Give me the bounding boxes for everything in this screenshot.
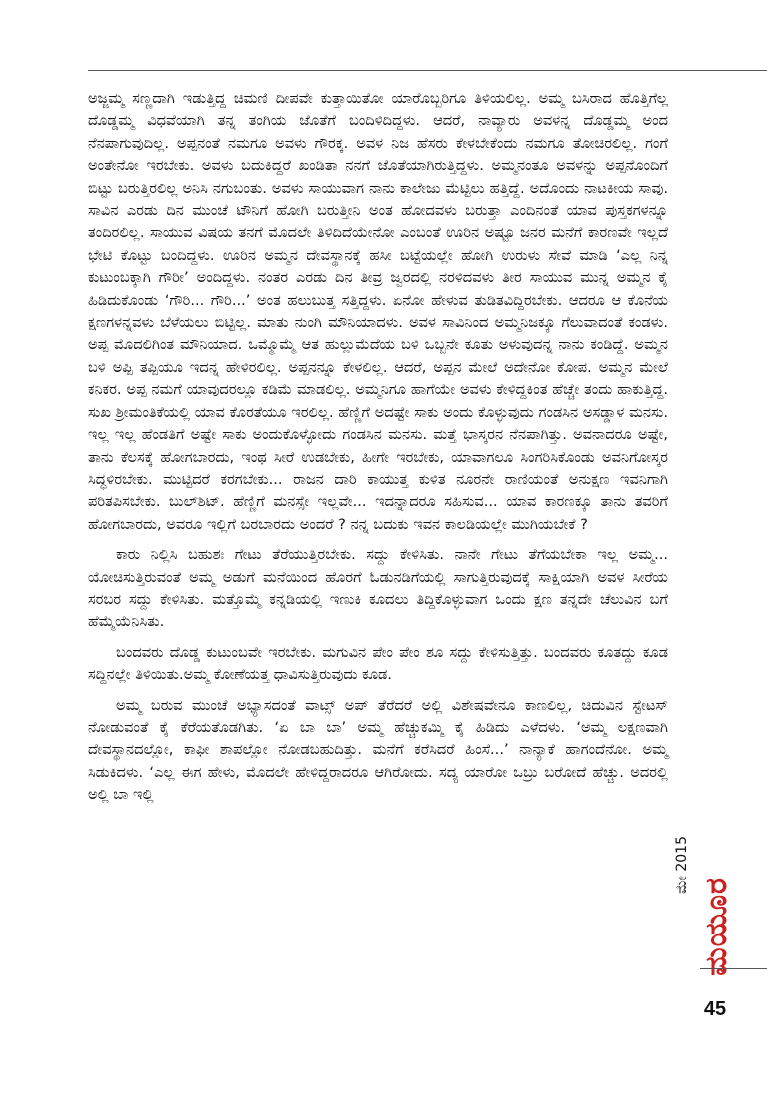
- issue-date-text: ಮೇ 2015: [674, 836, 690, 894]
- header-rule: [88, 70, 767, 71]
- article-paragraph-2: ಕಾರು ನಿಲ್ಲಿಸಿ ಬಹುಶಃ ಗೇಟು ತೆರೆಯುತ್ತಿರಬೇಕು. ಸದ್ದು ಕೇಳಿಸಿತು. ನಾನೇ ಗೇಟು ತೆಗೆಯಬೇಕಾ ಇಲ್ಲ ಅಮ್ಮ... ಯೋಚಿಸುತ್ತಿರುವಂತೆ ಅಮ್ಮ ಅಡುಗೆ ಮನೆಯಿಂದ ಹೊರಗೆ ಓಡುನಡಿಗೆಯಲ್ಲಿ ಸಾಗುತ್ತಿರುವುದಕ್ಕೆ ಸಾಕ್ಷಿಯಾಗಿ ಅವಳ ಸೀರೆಯ ಸರಬರ ಸದ್ದು ಕೇಳಿಸಿತು. ಮತ್ತೊಮ್ಮೆ ಕನ್ನಡಿಯಲ್ಲಿ ಇಣುಕಿ ಕೂದಲು ತಿದ್ದಿಕೊಳ್ಳುವಾಗ ಒಂದು ಕ್ಷಣ ತನ್ನದೇ ಚೆಲುವಿನ ಬಗೆ ಹೆಮ್ಮೆಯೆನಿಸಿತು.: [88, 546, 668, 631]
- footer-rule: [700, 968, 767, 969]
- article-paragraph-1: ಅಜ್ಜಮ್ಮ ಸಣ್ಣದಾಗಿ ಇಡುತ್ತಿದ್ದ ಚಿಮಣಿ ದೀಪವೇ ಕುತ್ತಾಯಿತೋ ಯಾರೊಬ್ಬರಿಗೂ ತಿಳಿಯಲಿಲ್ಲ. ಅಮ್ಮ ಬಸಿರಾದ ಹೊತ್ತಿಗೆಲ್ಲ ದೊಡ್ಡಮ್ಮ ವಿಧವೆಯಾಗಿ ತನ್ನ ತಂಗಿಯ ಜೊತೆಗೆ ಬಂದಿಳಿದಿದ್ದಳು. ಆದರೆ, ನಾವ್ಯಾರು ಅವಳನ್ನ ದೊಡ್ಡಮ್ಮ ಅಂದ ನೆನಪಾಗುವುದಿಲ್ಲ. ಅಪ್ಪನಂತೆ ನಮಗೂ ಅವಳು ಗೌರಕ್ಕ. ಅವಳ ನಿಜ ಹೆಸರು ಕೇಳಬೇಕೆಂದು ನಮಗೂ ತೋಚಿರಲಿಲ್ಲ. ಗಂಗೆ ಅಂತೇನೋ ಇರಬೇಕು. ಅವಳು ಬದುಕಿದ್ದರೆ ಖಂಡಿತಾ ನನಗೆ ಜೊತೆಯಾಗಿರುತ್ತಿದ್ದಳು. ಅಮ್ಮನಂತೂ ಅವಳನ್ನು ಅಪ್ಪನೊಂದಿಗೆ ಬಿಟ್ಟು ಬರುತ್ತಿರಲಿಲ್ಲ ಅನಿಸಿ ನಗುಬಂತು. ಅವಳು ಸಾಯುವಾಗ ನಾನು ಕಾಲೇಜು ಮೆಟ್ಟಿಲು ಹತ್ತಿದ್ದೆ. ಅದೊಂದು ನಾಟಕೀಯ ಸಾವು. ಸಾವಿನ ಎರಡು ದಿನ ಮುಂಚೆ ಟೌನಿಗೆ ಹೋಗಿ ಬರುತ್ತೀನಿ ಅಂತ ಹೋದವಳು ಬರುತ್ತಾ ಎಂದಿನಂತೆ ಯಾವ ಪುಸ್ತಕಗಳನ್ನೂ ತಂದಿರಲಿಲ್ಲ. ಸಾಯುವ ವಿಷಯ ತನಗೆ ಮೊದಲೇ ತಿಳಿದಿದೆಯೇನೋ ಎಂಬಂತೆ ಊರಿನ ಅಷ್ಟೂ ಜನರ ಮನೆಗೆ ಕಾರಣವೇ ಇಲ್ಲದೆ ಭೇಟಿ ಕೊಟ್ಟು ಬಂದಿದ್ದಳು. ಊರಿನ ಅಮ್ಮನ ದೇವಸ್ಥಾನಕ್ಕೆ ಹಸೀ ಬಟ್ಟೆಯಲ್ಲೇ ಹೋಗಿ ಉರುಳು ಸೇವೆ ಮಾಡಿ ‘ಎಲ್ಲ ನಿನ್ನ ಕುಟುಂಬಕ್ಕಾಗಿ ಗೌರೀ’ ಅಂದಿದ್ದಳು. ನಂತರ ಎರಡು ದಿನ ತೀವ್ರ ಜ್ವರದಲ್ಲಿ ನರಳಿದವಳು ತೀರ ಸಾಯುವ ಮುನ್ನ ಅಮ್ಮನ ಕೈ ಹಿಡಿದುಕೊಂಡು ‘ಗೌರಿ... ಗೌರಿ...’ ಅಂತ ಹಲುಬುತ್ತ ಸತ್ತಿದ್ದಳು. ಏನೋ ಹೇಳುವ ತುಡಿತವಿದ್ದಿರಬೇಕು. ಆದರೂ ಆ ಕೊನೆಯ ಕ್ಷಣಗಳನ್ನವಳು ಬೆಳೆಯಲು ಬಿಟ್ಟಿಲ್ಲ. ಮಾತು ನುಂಗಿ ಮೌನಿಯಾದಳು. ಅವಳ ಸಾವಿನಿಂದ ಅಮ್ಮನಿಜಕ್ಕೂ ಗೆಲುವಾದಂತೆ ಕಂಡಳು. ಅಪ್ಪ ಮೊದಲಿಗಿಂತ ಮೌನಿಯಾದ. ಒಮ್ಮೊಮ್ಮೆ ಆತ ಹುಲ್ಲುಮೆದೆಯ ಬಳಿ ಒಬ್ಬನೇ ಕೂತು ಅಳುವುದನ್ನ ನಾನು ಕಂಡಿದ್ದೆ. ಅಮ್ಮನ ಬಳಿ ಅಪ್ಪಿ ತಪ್ಪಿಯೂ ಇದನ್ನ ಹೇಳಿರಲಿಲ್ಲ. ಅಪ್ಪನನ್ನೂ ಕೇಳಲಿಲ್ಲ. ಆದರೆ, ಅಪ್ಪನ ಮೇಲೆ ಅದೇನೋ ಕೋಪ. ಅಮ್ಮನ ಮೇಲೆ ಕನಿಕರ. ಅಪ್ಪ ನಮಗೆ ಯಾವುದರಲ್ಲೂ ಕಡಿಮೆ ಮಾಡಲಿಲ್ಲ. ಅಮ್ಮನಿಗೂ ಹಾಗೆಯೇ ಅವಳು ಕೇಳಿದ್ದಕಿಂತ ಹೆಚ್ಚೇ ತಂದು ಹಾಕುತ್ತಿದ್ದ. ಸುಖ ಶ್ರೀಮಂತಿಕೆಯಲ್ಲಿ ಯಾವ ಕೊರತೆಯೂ ಇರಲಿಲ್ಲ. ಹೆಣ್ಣಿಗೆ ಅದಷ್ಟೇ ಸಾಕು ಅಂದು ಕೊಳ್ಳುವುದು ಗಂಡಸಿನ ಅಸಡ್ಡಾಳ ಮನಸು. ಇಲ್ಲ ಇಲ್ಲ ಹೆಂಡತಿಗೆ ಅಷ್ಟೇ ಸಾಕು ಅಂದುಕೊಳ್ಳೋದು ಗಂಡಸಿನ ಮನಸು. ಮತ್ತೆ ಭಾಸ್ಕರನ ನೆನಪಾಗಿತ್ತು. ಅವನಾದರೂ ಅಷ್ಟೇ, ತಾನು ಕೆಲಸಕ್ಕೆ ಹೋಗಬಾರದು, ಇಂಥ ಸೀರೆ ಉಡಬೇಕು, ಹೀಗೇ ಇರಬೇಕು, ಯಾವಾಗಲೂ ಸಿಂಗರಿಸಿಕೊಂಡು ಅವನಿಗೋಸ್ಕರ ಸಿದ್ಧಳಿರಬೇಕು. ಮುಟ್ಟಿದರೆ ಕರಗಬೇಕು... ರಾಜನ ದಾರಿ ಕಾಯುತ್ತ ಕುಳಿತ ನೂರನೇ ರಾಣಿಯಂತೆ ಅನುಕ್ಷಣ ಇವನಿಗಾಗಿ ಪರಿತಪಿಸಬೇಕು. ಬುಲ್‌ಶಿಟ್. ಹೆಣ್ಣಿಗೆ ಮನಸ್ಸೇ ಇಲ್ಲವೇ... ಇದನ್ನಾದರೂ ಸಹಿಸುವ... ಯಾವ ಕಾರಣಕ್ಕೂ ತಾನು ತವರಿಗೆ ಹೋಗಬಾರದು, ಅವರೂ ಇಲ್ಲಿಗೆ ಬರಬಾರದು ಅಂದರೆ ? ನನ್ನ ಬದುಕು ಇವನ ಕಾಲಡಿಯಲ್ಲೇ ಮುಗಿಯಬೇಕೆ ?: [88, 90, 668, 533]
- article-paragraph-3: ಬಂದವರು ದೊಡ್ಡ ಕುಟುಂಬವೇ ಇರಬೇಕು. ಮಗುವಿನ ಪೇಂ ಪೇಂ ಶೂ ಸದ್ದು ಕೇಳಿಸುತ್ತಿತ್ತು. ಬಂದವರು ಕೂತದ್ದು ಕೂಡ ಸದ್ದಿನಲ್ಲೇ ತಿಳಿಯಿತು.ಅಮ್ಮ ಕೋಣೆಯತ್ತ ಧಾವಿಸುತ್ತಿರುವುದು ಕೂಡ.: [88, 643, 668, 684]
- issue-date: [672, 835, 692, 895]
- magazine-logo-text: ಮಯೂರ: [698, 876, 734, 976]
- magazine-logo: [668, 876, 764, 976]
- article-paragraph-4: ಅಮ್ಮ ಬರುವ ಮುಂಚೆ ಅಭ್ಯಾಸದಂತೆ ವಾಟ್ಸ್ ಅಪ್ ತೆರೆದರೆ ಅಲ್ಲಿ ವಿಶೇಷವೇನೂ ಕಾಣಲಿಲ್ಲ, ಚಿದುವಿನ ಸ್ಟೇಟಸ್ ನೋಡುವಂತೆ ಕೈ ಕೆರೆಯತೊಡಗಿತು. ‘ಏ ಬಾ ಬಾ’ ಅಮ್ಮ ಹೆಚ್ಚುಕಮ್ಮಿ ಕೈ ಹಿಡಿದು ಎಳೆದಳು. ‘ಅಮ್ಮ ಲಕ್ಷಣವಾಗಿ ದೇವಸ್ಥಾನದಲ್ಲೋ, ಕಾಫೀ ಶಾಪಲ್ಲೋ ನೋಡಬಹುದಿತ್ತು. ಮನೆಗೆ ಕರೆಸಿದರೆ ಹಿಂಸೆ...’ ನಾನ್ಯಾಕೆ ಹಾಗಂದೆನೋ. ಅಮ್ಮ ಸಿಡುಕಿದಳು. ‘ಎಲ್ಲ ಈಗ ಹೇಳು, ಮೊದಲೇ ಹೇಳಿದ್ದರಾದರೂ ಆಗಿರೋದು. ಸದ್ಯ ಯಾರೋ ಒಬ್ರು ಬರೋದೆ ಹೆಚ್ಚು. ಅದರಲ್ಲಿ ಅಲ್ಲಿ ಬಾ ಇಲ್ಲಿ: [88, 696, 668, 804]
- page-number: 45: [703, 998, 727, 1020]
- article-body: [88, 88, 668, 807]
